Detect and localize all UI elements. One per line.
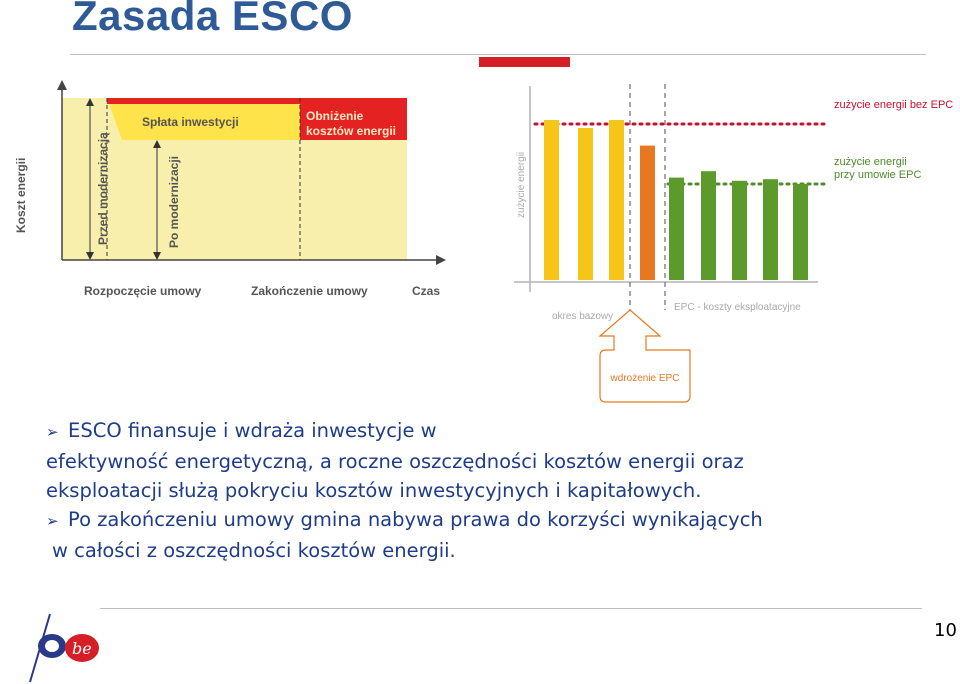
legend-without-epc: zużycie energii bez EPC bbox=[834, 99, 954, 111]
bullet-list bbox=[46, 416, 926, 565]
footer-divider bbox=[100, 608, 922, 609]
bullet-1-line-3: eksploatacji służą pokryciu kosztów inwestycyjnych i kapitałowych. bbox=[46, 479, 702, 502]
bullet-arrow-icon: ➢ bbox=[46, 512, 59, 530]
time-label: Czas bbox=[412, 284, 441, 298]
energy-bar bbox=[732, 181, 747, 280]
implementation-label: wdrożenie EPC bbox=[610, 373, 680, 384]
title-divider bbox=[70, 54, 926, 55]
energy-bar bbox=[609, 120, 624, 280]
baseline-period-label: okres bazowy bbox=[552, 311, 614, 322]
energy-bar bbox=[578, 128, 593, 280]
esco-cost-diagram bbox=[0, 78, 460, 308]
page-number: 10 bbox=[934, 620, 957, 641]
logo-text: be bbox=[72, 639, 92, 658]
slide-title: Zasada ESCO bbox=[72, 0, 353, 39]
energy-axis-label: zużycie energii bbox=[516, 151, 527, 218]
contract-end-label: Zakończenie umowy bbox=[251, 284, 368, 298]
reduction-label-2: kosztów energii bbox=[306, 124, 397, 138]
repayment-label: Spłata inwestycji bbox=[142, 115, 239, 129]
after-modernization-label: Po modernizacji bbox=[167, 155, 181, 248]
reduction-label-1: Obniżenie bbox=[306, 109, 364, 123]
title-accent-bar bbox=[479, 57, 570, 67]
energy-bar bbox=[793, 184, 808, 280]
energy-bar bbox=[669, 178, 684, 280]
energy-bar bbox=[640, 146, 655, 280]
legend-with-epc-1: zużycie energii bbox=[834, 156, 907, 168]
bullet-arrow-icon: ➢ bbox=[46, 423, 59, 441]
energy-bar bbox=[763, 179, 778, 280]
implementation-callout bbox=[600, 310, 690, 402]
organization-logo bbox=[28, 612, 108, 684]
epc-costs-label: EPC - koszty eksploatacyjne bbox=[674, 302, 801, 313]
bullet-2-line-1: Po zakończeniu umowy gmina nabywa prawa do korzyści wynikających bbox=[68, 508, 763, 531]
before-modernization-label: Przed modernizacją bbox=[96, 132, 110, 245]
legend-with-epc-2: przy umowie EPC bbox=[834, 169, 922, 181]
epc-energy-diagram bbox=[500, 78, 954, 408]
y-axis-label: Koszt energii bbox=[14, 157, 28, 233]
top-band bbox=[107, 98, 407, 104]
bullet-1-line-1: ESCO finansuje i wdraża inwestycje w bbox=[68, 419, 437, 442]
energy-bar bbox=[544, 120, 559, 280]
energy-bar bbox=[701, 171, 716, 280]
contract-start-label: Rozpoczęcie umowy bbox=[84, 284, 202, 298]
bullet-2-line-2: w całości z oszczędności kosztów energii. bbox=[52, 539, 456, 562]
bullet-1-line-2: efektywność energetyczną, a roczne oszczędności kosztów energii oraz bbox=[46, 450, 744, 473]
